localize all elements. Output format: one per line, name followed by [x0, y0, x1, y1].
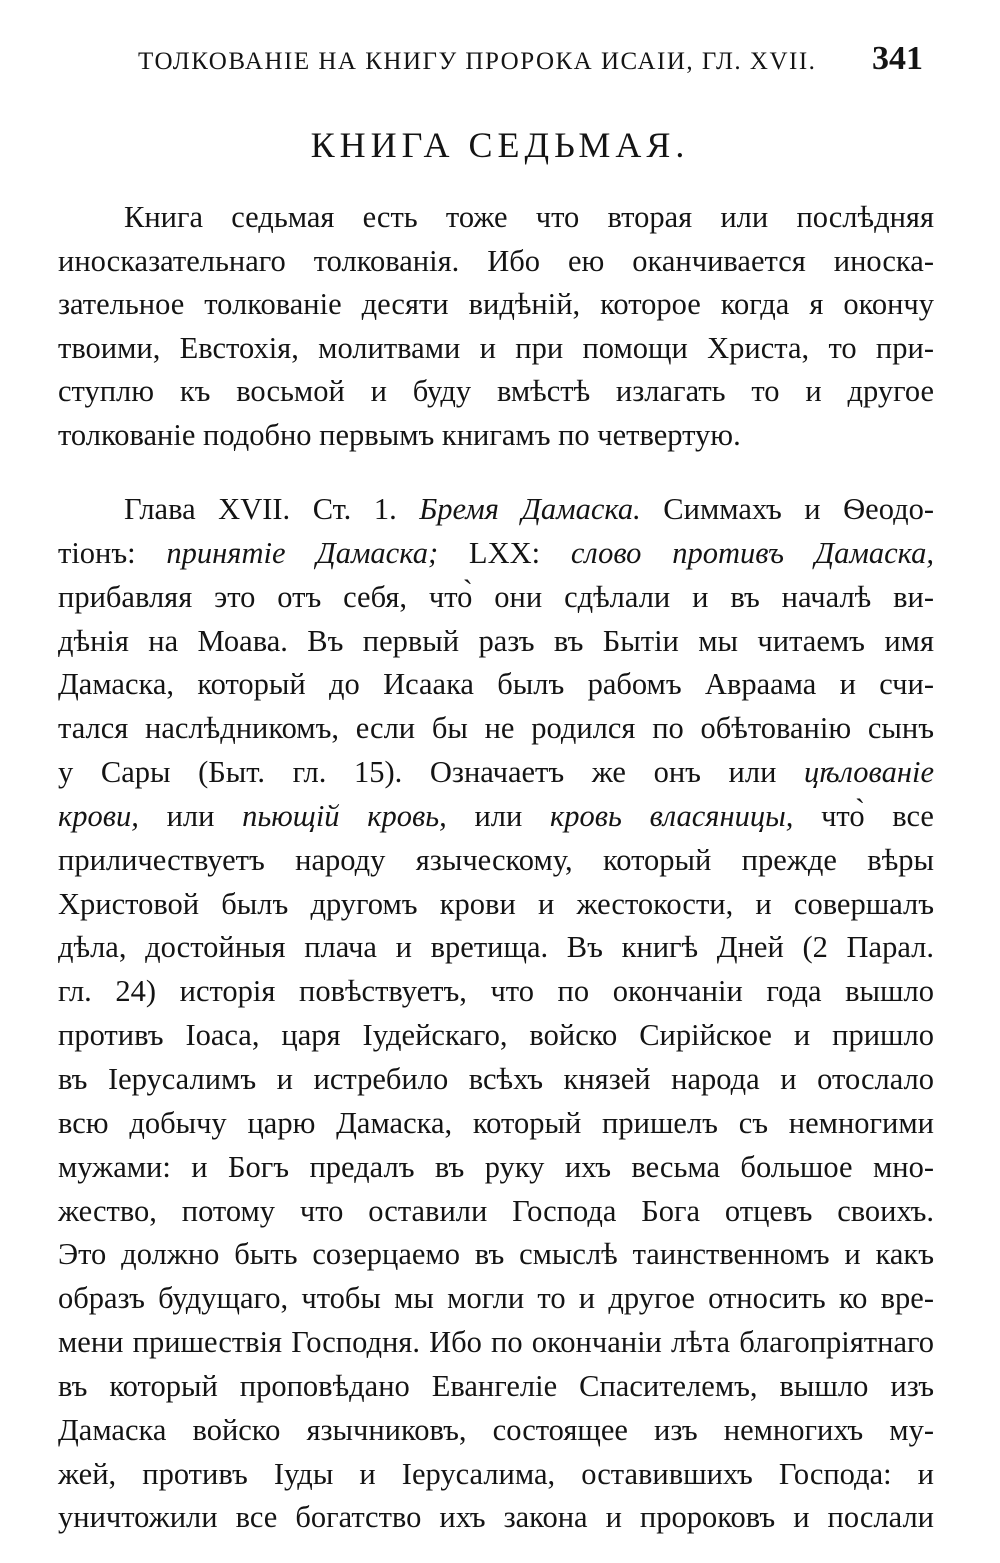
quoted-term: кровь власяницы, [550, 798, 794, 833]
page-number: 341 [872, 40, 923, 77]
text-line: жей, противъ Іуды и Іерусалима, оставившихъ Господа: и [58, 1456, 934, 1491]
text-line: уничтожили все богатство ихъ закона и пророковъ и послали [58, 1500, 934, 1535]
text-line: тался наслѣдникомъ, если бы не родился по обѣтованію сынъ [58, 711, 934, 746]
text-line: Христовой былъ другомъ крови и жестокости, и совершалъ [58, 886, 934, 921]
text-line: Книга седьмая есть тоже что вторая или послѣдняя [124, 200, 934, 234]
text-run: Симмахъ и Ѳеодо- [640, 492, 934, 526]
text-line [58, 532, 934, 576]
text-line [58, 488, 934, 532]
text-run: или [446, 798, 551, 833]
text-run: у Сары (Быт. гл. 15). Означаетъ же онъ или [58, 755, 805, 790]
quoted-term: слово противъ Дамаска, [570, 535, 935, 570]
text-line: зательное толкованіе десяти видѣній, которое когда я окончу [58, 287, 934, 322]
text-line: мени пришествія Господня. Ибо по окончаніи лѣта благопріятнаго [58, 1325, 934, 1360]
text-line: всю добычу царю Дамаска, который пришелъ съ немногими [58, 1105, 934, 1140]
text-line: твоими, Евстохія, молитвами и при помощи Христа, то при- [58, 330, 934, 365]
text-line: приличествуетъ народу языческому, который прежде вѣры [58, 842, 934, 877]
text-run: что̀ все [793, 798, 934, 833]
text-line: иносказательнаго толкованія. Ибо ею оканчивается иноска- [58, 243, 934, 278]
quoted-term: цѣлованіе [804, 755, 934, 790]
quoted-term: Бремя Дамаска. [419, 492, 641, 526]
text-line: Это должно быть созерцаемо въ смыслѣ таинственномъ и какъ [58, 1237, 934, 1272]
text-line: дѣла, достойныя плача и вретища. Въ книгѣ Дней (2 Парал. [58, 930, 934, 965]
text-line: мужами: и Богъ предалъ въ руку ихъ весьма большое мно- [58, 1149, 934, 1184]
text-line: жество, потому что оставили Господа Бога отцевъ своихъ. [58, 1193, 934, 1228]
text-line: Дамаска, который до Исаака былъ рабомъ Авраама и счи- [58, 667, 934, 702]
text-run: тіонъ: [58, 535, 167, 570]
chapter-verse-ref: Глава XVII. Ст. 1. [124, 492, 420, 526]
text-line: ступлю къ восьмой и буду вмѣстѣ излагать то и другое [58, 374, 934, 409]
intro-paragraph [58, 196, 934, 458]
text-line [58, 795, 934, 839]
text-line [58, 751, 934, 795]
text-line: толкованіе подобно первымъ книгамъ по четвертую. [58, 417, 741, 452]
text-line: образъ будущаго, чтобы мы могли то и другое относить ко вре- [58, 1281, 934, 1316]
page-header [0, 40, 1000, 90]
text-line: дѣнія на Моава. Въ первый разъ въ Бытіи мы читаемъ имя [58, 623, 934, 658]
text-run: LXX: [438, 535, 571, 570]
running-head: ТОЛКОВАНІЕ НА КНИГУ ПРОРОКА ИСАІИ, ГЛ. XVII. [138, 48, 817, 75]
quoted-term: крови, [58, 798, 139, 833]
text-line: въ Іерусалимъ и истребило всѣхъ князей народа и отослало [58, 1061, 934, 1096]
text-line: гл. 24) исторія повѣствуетъ, что по окончаніи года вышло [58, 974, 934, 1009]
text-line: Дамаска войско язычниковъ, состоящее изъ немногихъ му- [58, 1412, 934, 1447]
text-line: въ который проповѣдано Евангеліе Спасителемъ, вышло изъ [58, 1368, 934, 1403]
text-line: противъ Іоаса, царя Іудейскаго, войско Сирійское и пришло [58, 1018, 934, 1053]
book-title: КНИГА СЕДЬМАЯ. [310, 125, 690, 165]
text-run: или [138, 798, 243, 833]
text-line: прибавляя это отъ себя, что̀ они сдѣлали и въ началѣ ви- [58, 579, 934, 614]
quoted-term: принятіе Дамаска; [166, 535, 439, 570]
quoted-term: пьющій кровь, [242, 798, 447, 833]
chapter-paragraph [58, 488, 934, 1540]
